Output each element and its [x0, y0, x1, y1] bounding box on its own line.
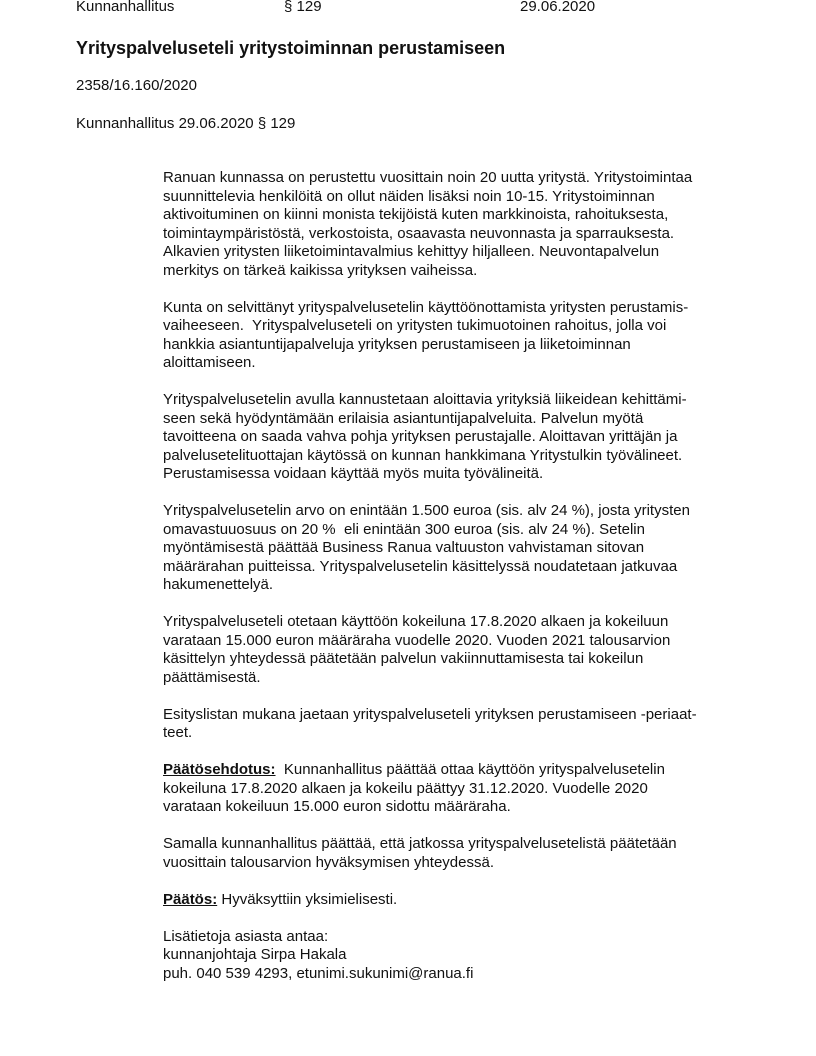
paragraph-line: vaiheeseen. Yrityspalveluseteli on yritysten tukimuotoinen rahoitus, jolla voi [163, 317, 667, 334]
paragraph-line: myöntämisestä päättää Business Ranua valtuuston vahvistaman sitovan [163, 539, 645, 556]
contact-line: Lisätietoja asiasta antaa: [163, 927, 329, 945]
paragraph-line: Yrityspalvelusetelin arvo on enintään 1.500 euroa (sis. alv 24 %), josta yritysten [163, 502, 690, 519]
paragraph-line: Ranuan kunnassa on perustettu vuosittain noin 20 uutta yritystä. Yritystoimintaa [163, 169, 693, 186]
proposal-line: varataan kokeiluun 15.000 euron sidottu määräraha. [163, 798, 511, 815]
header-body: Kunnanhallitus [76, 0, 175, 15]
proposal-line: Kunnanhallitus päättää ottaa käyttöön yrityspalvelusetelin [275, 761, 665, 778]
paragraph-line: seen sekä hyödyntämään erilaisia asiantuntijapalveluita. Palvelun myötä [163, 409, 644, 427]
header-section: § 129 [284, 0, 322, 15]
record-number: 2358/16.160/2020 [76, 77, 197, 94]
paragraph-line: aktivoituminen on kiinni monista tekijöistä kuten markkinoista, rahoituksesta, [163, 206, 669, 223]
paragraph-line: varataan 15.000 euron määräraha vuodelle 2020. Vuoden 2021 talousarvion [163, 631, 671, 649]
paragraph-line: Samalla kunnanhallitus päättää, että jatkossa yrityspalvelusetelistä päätetään [163, 835, 677, 852]
paragraph-line: omavastuuosuus on 20 % eli enintään 300 euroa (sis. alv 24 %). Setelin [163, 520, 645, 538]
body-paragraph [163, 502, 743, 595]
paragraph-line: Kunta on selvittänyt yrityspalvelusetelin käyttöönottamista yritysten perustamis- [163, 298, 689, 316]
paragraph-line: toimintaympäristöstä, verkostoista, osaavasta neuvonnasta ja sparrauksesta. [163, 224, 675, 242]
proposal-extra-paragraph [163, 835, 743, 872]
paragraph-line: Yrityspalvelusetelin avulla kannustetaan aloittavia yrityksiä liikeidean kehittämi- [163, 391, 687, 408]
contact-line: puh. 040 539 4293, etunimi.sukunimi@ranua.fi [163, 964, 474, 982]
document-body [163, 169, 743, 1002]
proposal-paragraph [163, 761, 743, 817]
paragraph-line: suunnittelevia henkilöitä on ollut näiden lisäksi noin 10-15. Yritystoiminnan [163, 187, 655, 205]
decision-paragraph [163, 891, 743, 910]
paragraph-line: Alkavien yritysten liiketoimintavalmius kehittyy hiljalleen. Neuvontapalvelun [163, 243, 660, 260]
paragraph-line: hankkia asiantuntijapalveluja yrityksen perustamiseen ja liiketoiminnan [163, 335, 631, 353]
contact-line: kunnanjohtaja Sirpa Hakala [163, 946, 347, 963]
document-title: Yrityspalveluseteli yritystoiminnan perustamiseen [76, 38, 506, 58]
body-paragraph [163, 169, 743, 280]
body-paragraph [163, 706, 743, 743]
decision-text: Hyväksyttiin yksimielisesti. [217, 890, 398, 908]
paragraph-line: Perustamisessa voidaan käyttää myös muita työvälineitä. [163, 465, 544, 482]
paragraph-line: määrärahan puitteissa. Yrityspalvelusetelin käsittelyssä noudatetaan jatkuvaa [163, 557, 678, 575]
paragraph-line: päättämisestä. [163, 668, 261, 686]
paragraph-line: teet. [163, 724, 193, 741]
paragraphs [163, 169, 743, 743]
meeting-reference: Kunnanhallitus 29.06.2020 § 129 [76, 115, 296, 132]
header-date: 29.06.2020 [520, 0, 596, 15]
paragraph-line: Yrityspalveluseteli otetaan käyttöön kokeiluna 17.8.2020 alkaen ja kokeiluun [163, 613, 669, 630]
paragraph-line: hakumenettelyä. [163, 576, 274, 593]
proposal-label: Päätösehdotus: [163, 761, 276, 778]
paragraph-line: käsittelyn yhteydessä päätetään palvelun vakiinnuttamisesta tai kokeilun [163, 650, 644, 667]
body-paragraph [163, 613, 743, 687]
decision-label: Päätös: [163, 890, 218, 908]
paragraph-line: vuosittain talousarvion hyväksymisen yhteydessä. [163, 853, 494, 871]
body-paragraph [163, 391, 743, 484]
paragraph-line: tavoitteena on saada vahva pohja yrityksen perustajalle. Aloittavan yrittäjän ja [163, 428, 678, 445]
paragraph-line: palvelusetelituottajan käytössä on kunnan hankkimana Yritystulkin työvälineet. [163, 446, 683, 464]
decision-line [163, 891, 743, 910]
paragraph-line: merkitys on tärkeä kaikissa yrityksen vaiheissa. [163, 261, 478, 279]
body-paragraph [163, 299, 743, 373]
paragraph-line: Esityslistan mukana jaetaan yrityspalveluseteli yrityksen perustamiseen -periaat- [163, 705, 697, 723]
contact-paragraph [163, 928, 743, 984]
paragraph-line: aloittamiseen. [163, 354, 256, 371]
proposal-line: kokeiluna 17.8.2020 alkaen ja kokeilu päättyy 31.12.2020. Vuodelle 2020 [163, 779, 648, 797]
proposal-first-line [163, 761, 743, 780]
